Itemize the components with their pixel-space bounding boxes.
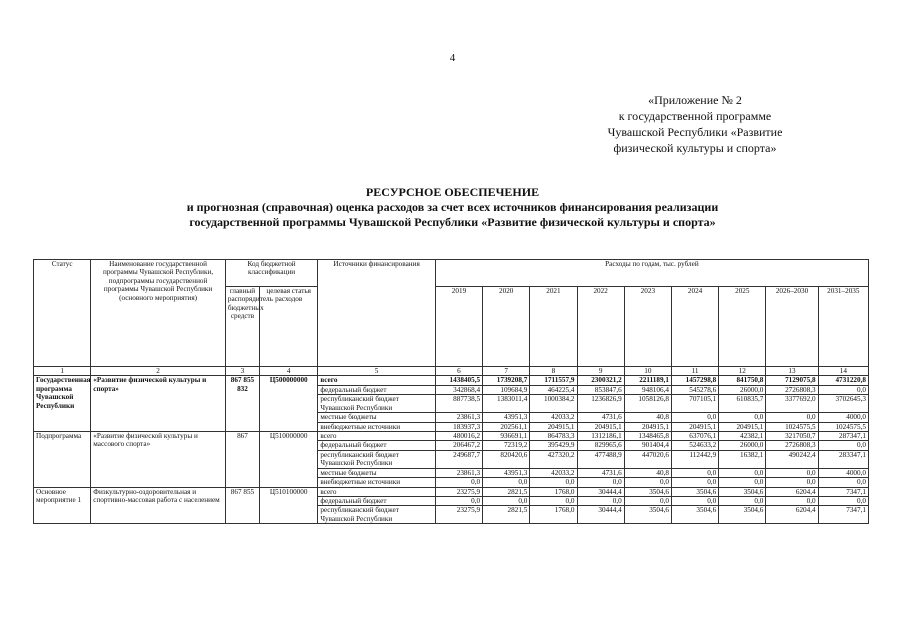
row-value: 2726808,3 — [766, 441, 818, 450]
row-value: 204915,1 — [530, 422, 577, 431]
row-value: 342868,4 — [435, 385, 482, 394]
row-value: 42033,2 — [530, 468, 577, 477]
row-value: 72319,2 — [483, 441, 530, 450]
header-year: 2024 — [671, 287, 718, 367]
row-source: республиканский бюджет Чувашской Республики — [318, 450, 436, 468]
column-number: 4 — [260, 367, 318, 376]
column-number: 10 — [624, 367, 671, 376]
column-number: 13 — [766, 367, 818, 376]
row-value: 1348465,8 — [624, 432, 671, 441]
row-value: 2821,5 — [483, 487, 530, 496]
row-source: федеральный бюджет — [318, 497, 436, 506]
column-number: 2 — [91, 367, 226, 376]
row-status: Основное мероприятие 1 — [34, 487, 91, 524]
row-source: всего — [318, 432, 436, 441]
row-manager: 867 — [225, 432, 259, 488]
row-value: 864783,3 — [530, 432, 577, 441]
header-year: 2026–2030 — [766, 287, 818, 367]
row-source: местные бюджеты — [318, 468, 436, 477]
row-value: 204915,1 — [719, 422, 766, 431]
row-target: Ц500000000 — [260, 376, 318, 432]
row-value: 545278,6 — [671, 385, 718, 394]
row-value: 1438405,5 — [435, 376, 482, 385]
row-value: 901404,4 — [624, 441, 671, 450]
row-value: 464225,4 — [530, 385, 577, 394]
header-year: 2023 — [624, 287, 671, 367]
table-row — [34, 487, 869, 496]
row-value: 0,0 — [530, 478, 577, 487]
row-value: 0,0 — [766, 478, 818, 487]
row-source: всего — [318, 376, 436, 385]
row-manager: 867 855 — [225, 487, 259, 524]
row-value: 948106,4 — [624, 385, 671, 394]
row-value: 0,0 — [435, 478, 482, 487]
row-name: «Развитие физической культуры и спорта» — [91, 376, 226, 432]
row-value: 287347,1 — [818, 432, 868, 441]
title-line-3: государственной программы Чувашской Республики «Развитие физической культуры и спорта» — [189, 215, 716, 229]
row-value: 0,0 — [577, 497, 624, 506]
row-value: 0,0 — [818, 478, 868, 487]
column-number: 1 — [34, 367, 91, 376]
row-value: 427320,2 — [530, 450, 577, 468]
row-value: 2821,5 — [483, 506, 530, 524]
row-manager: 867 855 832 — [225, 376, 259, 432]
row-value: 829965,6 — [577, 441, 624, 450]
title-line-2: и прогнозная (справочная) оценка расходов за счет всех источников финансирования реализации — [186, 200, 719, 214]
row-value: 6204,4 — [766, 487, 818, 496]
row-value: 204915,1 — [671, 422, 718, 431]
row-value: 42033,2 — [530, 413, 577, 422]
appendix-line: Чувашской Республики «Развитие — [607, 125, 783, 139]
row-value: 1024575,5 — [766, 422, 818, 431]
row-value: 7129075,8 — [766, 376, 818, 385]
column-number: 7 — [483, 367, 530, 376]
row-value: 1383011,4 — [483, 395, 530, 413]
row-value: 707105,1 — [671, 395, 718, 413]
appendix-line: к государственной программе — [618, 109, 772, 123]
row-value: 249687,7 — [435, 450, 482, 468]
row-value: 0,0 — [766, 497, 818, 506]
row-value: 637076,1 — [671, 432, 718, 441]
row-value: 853847,6 — [577, 385, 624, 394]
row-value: 0,0 — [483, 478, 530, 487]
row-value: 0,0 — [483, 497, 530, 506]
row-value: 2211189,1 — [624, 376, 671, 385]
row-value: 7347,1 — [818, 487, 868, 496]
header-year: 2025 — [719, 287, 766, 367]
row-status: Государственная программа Чувашской Республики — [34, 376, 91, 432]
row-value: 0,0 — [719, 468, 766, 477]
row-value: 7347,1 — [818, 506, 868, 524]
row-value: 0,0 — [671, 468, 718, 477]
column-number: 6 — [435, 367, 482, 376]
row-value: 0,0 — [766, 413, 818, 422]
row-value: 4731220,8 — [818, 376, 868, 385]
row-value: 490242,4 — [766, 450, 818, 468]
row-value: 0,0 — [766, 468, 818, 477]
header-expenses: Расходы по годам, тыс. рублей — [435, 260, 868, 287]
header-name: Наименование государственной программы Чувашской Республики, подпрограммы государственной программы Чувашской Республики (основного мероприятия) — [91, 260, 226, 367]
row-value: 1236826,9 — [577, 395, 624, 413]
row-source: внебюджетные источники — [318, 422, 436, 431]
row-value: 4000,0 — [818, 413, 868, 422]
row-value: 40,8 — [624, 468, 671, 477]
row-value: 26000,0 — [719, 385, 766, 394]
row-value: 283347,1 — [818, 450, 868, 468]
row-value: 202561,1 — [483, 422, 530, 431]
row-value: 0,0 — [671, 413, 718, 422]
title-line-1: РЕСУРСНОЕ ОБЕСПЕЧЕНИЕ — [365, 185, 540, 199]
row-value: 3504,6 — [719, 487, 766, 496]
row-value: 0,0 — [719, 497, 766, 506]
row-value: 1457298,8 — [671, 376, 718, 385]
row-source: федеральный бюджет — [318, 385, 436, 394]
row-source: федеральный бюджет — [318, 441, 436, 450]
row-value: 0,0 — [719, 478, 766, 487]
row-value: 183937,3 — [435, 422, 482, 431]
row-value: 3504,6 — [671, 487, 718, 496]
appendix-line: «Приложение № 2 — [648, 93, 742, 107]
row-value: 1768,0 — [530, 506, 577, 524]
row-value: 23275,9 — [435, 487, 482, 496]
row-value: 820420,6 — [483, 450, 530, 468]
row-value: 204915,1 — [624, 422, 671, 431]
row-name: «Развитие физической культуры и массового спорта» — [91, 432, 226, 488]
row-value: 30444,4 — [577, 487, 624, 496]
header-row — [34, 260, 869, 287]
row-value: 23861,3 — [435, 468, 482, 477]
row-value: 610835,7 — [719, 395, 766, 413]
row-value: 0,0 — [719, 413, 766, 422]
row-value: 0,0 — [671, 478, 718, 487]
row-value: 0,0 — [818, 441, 868, 450]
row-value: 447020,6 — [624, 450, 671, 468]
header-year: 2022 — [577, 287, 624, 367]
row-value: 3377692,0 — [766, 395, 818, 413]
row-value: 1711557,9 — [530, 376, 577, 385]
resource-table — [33, 259, 869, 524]
row-value: 23861,3 — [435, 413, 482, 422]
table-row — [34, 376, 869, 385]
row-value: 0,0 — [818, 385, 868, 394]
row-value: 3504,6 — [671, 506, 718, 524]
row-value: 2300321,2 — [577, 376, 624, 385]
row-value: 887738,5 — [435, 395, 482, 413]
row-value: 480016,2 — [435, 432, 482, 441]
row-value: 3702645,3 — [818, 395, 868, 413]
column-number-row — [34, 367, 869, 376]
row-value: 0,0 — [577, 478, 624, 487]
row-value: 30444,4 — [577, 506, 624, 524]
page-number: 4 — [449, 52, 456, 64]
row-value: 1312186,1 — [577, 432, 624, 441]
row-source: местные бюджеты — [318, 413, 436, 422]
row-value: 1768,0 — [530, 487, 577, 496]
row-source: внебюджетные источники — [318, 478, 436, 487]
row-value: 0,0 — [671, 497, 718, 506]
row-value: 395429,9 — [530, 441, 577, 450]
row-value: 3217050,7 — [766, 432, 818, 441]
row-value: 3504,6 — [719, 506, 766, 524]
row-value: 42382,1 — [719, 432, 766, 441]
row-value: 40,8 — [624, 413, 671, 422]
row-value: 112442,9 — [671, 450, 718, 468]
header-sources: Источники финансирования — [318, 260, 436, 367]
column-number: 5 — [318, 367, 436, 376]
header-budget-code: Код бюджетной классификации — [225, 260, 317, 287]
column-number: 3 — [225, 367, 259, 376]
column-number: 8 — [530, 367, 577, 376]
appendix-note — [560, 92, 830, 156]
row-value: 206467,2 — [435, 441, 482, 450]
row-value: 4731,6 — [577, 413, 624, 422]
header-year: 2021 — [530, 287, 577, 367]
row-value: 43951,3 — [483, 468, 530, 477]
row-source: республиканский бюджет Чувашской Республики — [318, 506, 436, 524]
row-value: 1058126,8 — [624, 395, 671, 413]
header-year: 2019 — [435, 287, 482, 367]
row-value: 0,0 — [435, 497, 482, 506]
row-value: 4000,0 — [818, 468, 868, 477]
column-number: 9 — [577, 367, 624, 376]
row-value: 0,0 — [818, 497, 868, 506]
row-source: республиканский бюджет Чувашской Республики — [318, 395, 436, 413]
row-value: 26000,0 — [719, 441, 766, 450]
table-row — [34, 432, 869, 441]
row-value: 0,0 — [624, 478, 671, 487]
row-value: 2726808,3 — [766, 385, 818, 394]
row-value: 1024575,5 — [818, 422, 868, 431]
row-status: Подпрограмма — [34, 432, 91, 488]
row-value: 6204,4 — [766, 506, 818, 524]
row-value: 1739208,7 — [483, 376, 530, 385]
row-value: 936691,1 — [483, 432, 530, 441]
header-year: 2020 — [483, 287, 530, 367]
column-number: 14 — [818, 367, 868, 376]
header-year: 2031–2035 — [818, 287, 868, 367]
row-value: 0,0 — [530, 497, 577, 506]
row-value: 109684,9 — [483, 385, 530, 394]
row-target: Ц510000000 — [260, 432, 318, 488]
row-value: 841750,8 — [719, 376, 766, 385]
header-target-item: целевая статья расходов — [260, 287, 318, 367]
appendix-line: физической культуры и спорта» — [613, 141, 777, 155]
header-status: Статус — [34, 260, 91, 367]
row-name: Физкультурно-оздоровительная и спортивно-массовая работа с населением — [91, 487, 226, 524]
row-value: 524633,2 — [671, 441, 718, 450]
row-value: 16382,1 — [719, 450, 766, 468]
table-body — [34, 260, 869, 524]
header-main-manager: главный распорядитель бюджетных средств — [225, 287, 259, 367]
row-value: 204915,1 — [577, 422, 624, 431]
row-value: 4731,6 — [577, 468, 624, 477]
row-source: всего — [318, 487, 436, 496]
row-value: 1000384,2 — [530, 395, 577, 413]
row-value: 477488,9 — [577, 450, 624, 468]
row-target: Ц510100000 — [260, 487, 318, 524]
row-value: 0,0 — [624, 497, 671, 506]
row-value: 43951,3 — [483, 413, 530, 422]
column-number: 11 — [671, 367, 718, 376]
column-number: 12 — [719, 367, 766, 376]
row-value: 23275,9 — [435, 506, 482, 524]
row-value: 3504,6 — [624, 487, 671, 496]
document-title — [0, 185, 905, 230]
row-value: 3504,6 — [624, 506, 671, 524]
